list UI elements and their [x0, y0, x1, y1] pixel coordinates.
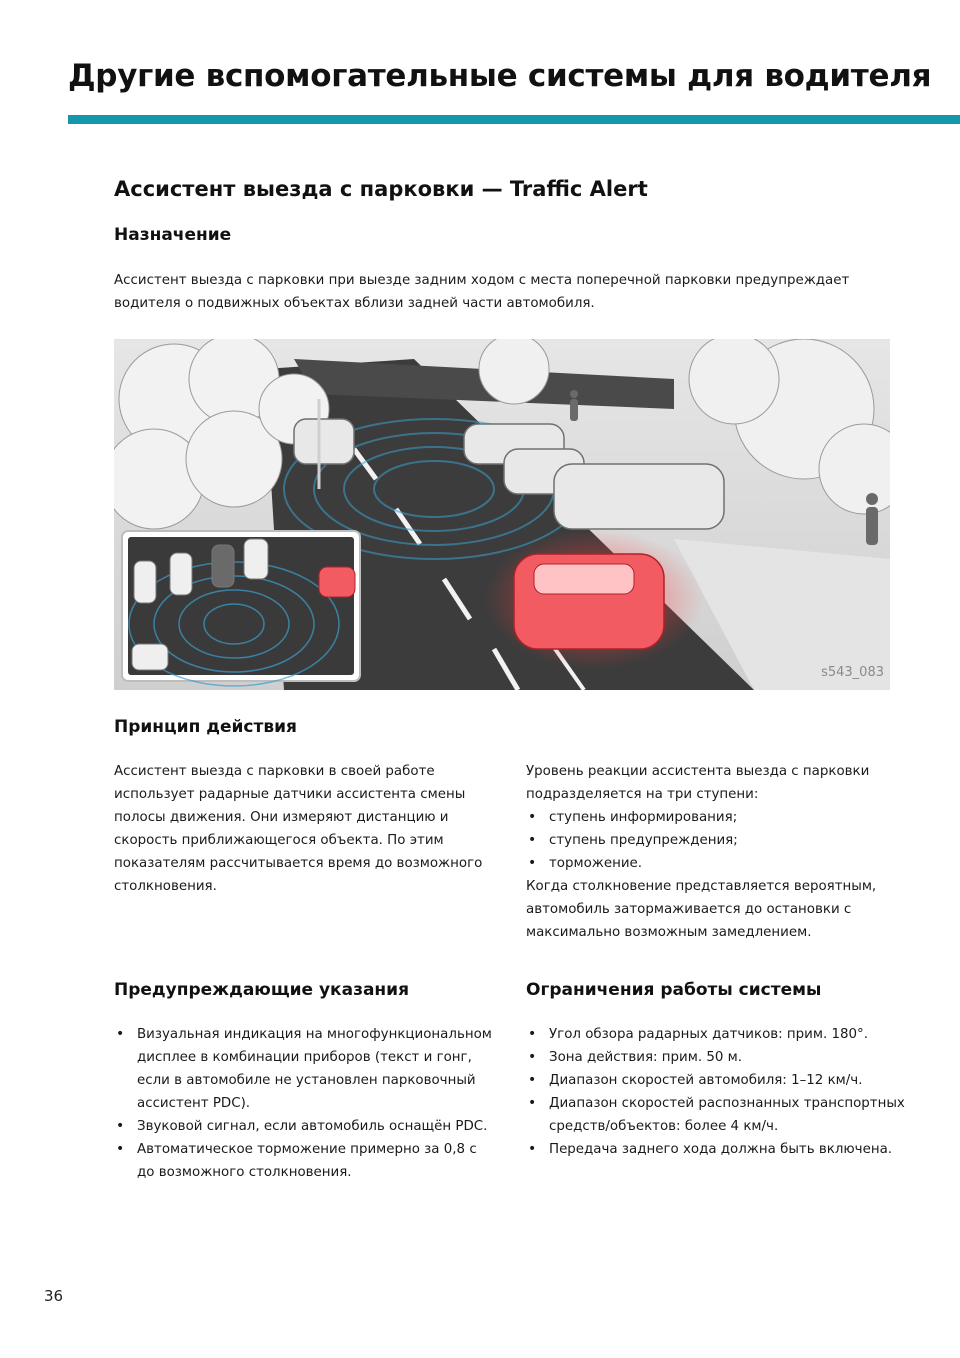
list-item: • Автоматическое торможение примерно за 0,8 с до возможного столкновения.	[114, 1138, 492, 1184]
principle-left-text: Ассистент выезда с парковки в своей работе использует радарные датчики ассистента смены полосы движения. Они измеряют дистанцию и скорость приближающегося объекта. По этим показателям рассчитывается время до возможного столкновения.	[114, 764, 483, 894]
alert-car	[514, 554, 664, 649]
limits-heading: Ограничения работы системы	[526, 980, 822, 1000]
principle-right-outro: Когда столкновение представляется вероятным, автомобиль затормаживается до остановки с максимально возможным замедлением.	[526, 879, 877, 940]
list-item: • ступень информирования;	[526, 806, 916, 829]
inset-top-view	[122, 531, 360, 686]
list-item: • Визуальная индикация на многофункциональном дисплее в комбинации приборов (текст и гонг, если в автомобиле не установлен парковочный ассистент PDC).	[114, 1023, 492, 1115]
principle-heading: Принцип действия	[114, 717, 297, 737]
page-number: 36	[44, 1287, 64, 1305]
list-item: • ступень предупреждения;	[526, 829, 916, 852]
list-item: • Зона действия: прим. 50 м.	[526, 1046, 906, 1069]
purpose-text: Ассистент выезда с парковки при выезде задним ходом с места поперечной парковки предупреждает водителя о подвижных объектах вблизи задней части автомобиля.	[114, 273, 850, 311]
title-rule	[68, 115, 960, 124]
figure-code: s543_083	[821, 665, 884, 680]
principle-right-intro: Уровень реакции ассистента выезда с парковки подразделяется на три ступени:	[526, 764, 870, 802]
street-scene-graphic	[114, 339, 890, 690]
list-item: • Диапазон скоростей автомобиля: 1–12 км/ч.	[526, 1069, 906, 1092]
list-item: • Диапазон скоростей распознанных транспортных средств/объектов: более 4 км/ч.	[526, 1092, 906, 1138]
warnings-heading: Предупреждающие указания	[114, 980, 409, 1000]
list-item: • Угол обзора радарных датчиков: прим. 180°.	[526, 1023, 906, 1046]
list-item: • Звуковой сигнал, если автомобиль оснащён PDC.	[114, 1115, 492, 1138]
warnings-list	[114, 1023, 492, 1184]
list-item: • Передача заднего хода должна быть включена.	[526, 1138, 906, 1161]
page-title: Другие вспомогательные системы для водителя	[68, 58, 932, 94]
section-title: Ассистент выезда с парковки — Traffic Alert	[114, 177, 648, 201]
limits-list	[526, 1023, 906, 1161]
traffic-alert-illustration	[114, 339, 890, 690]
reaction-levels-list	[526, 806, 916, 875]
list-item: • торможение.	[526, 852, 916, 875]
purpose-heading: Назначение	[114, 225, 232, 245]
